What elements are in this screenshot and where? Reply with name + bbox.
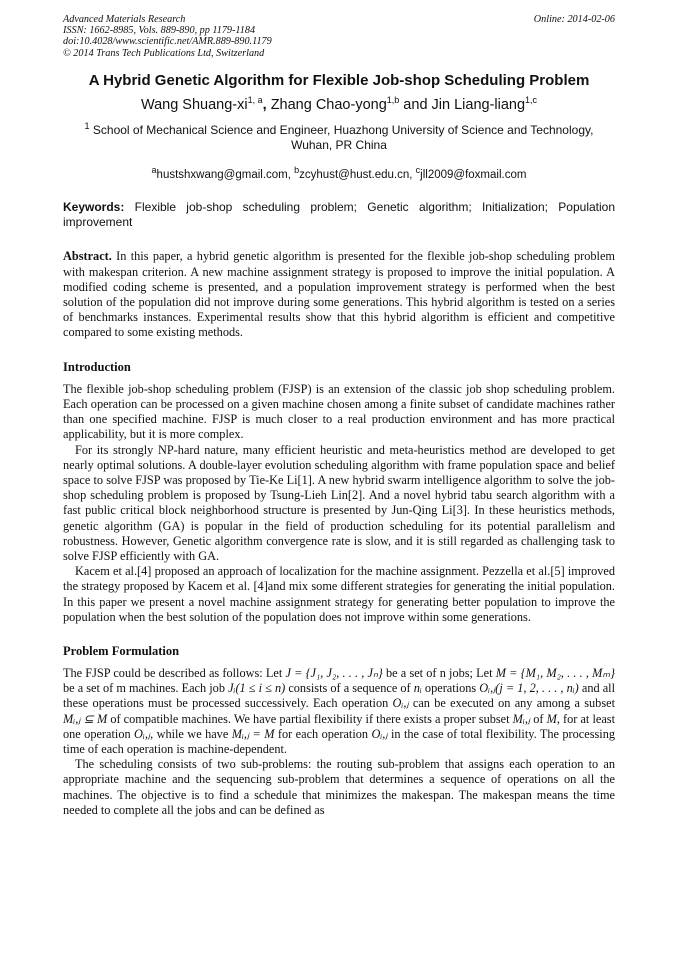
problem-text-7: can be executed on any among a subset [408,696,615,711]
problem-text-8: of compatible machines. We have partial flexibility if there exists a proper subset [107,711,513,726]
problem-text-5: operations [421,681,480,696]
copyright: © 2014 Trans Tech Publications Ltd, Switzerland [63,47,265,59]
online-date: Online: 2014-02-06 [533,14,615,25]
section-heading-introduction: Introduction [63,359,131,374]
email-list [63,163,615,183]
author-3: Jin Liang-liang [431,96,526,113]
introduction-body [63,382,615,625]
affiliation-sup: 1 [84,120,90,131]
math-oij-2: Oᵢ,ⱼ [371,726,388,741]
intro-paragraph-1: The flexible job-shop scheduling problem (FJSP) is an extension of the classic job shop scheduling problem. Each operation can be processed on a given machine chosen among a finite subset of candidate machines rather than one specified machine. FJSP is much closer to a real production environment and has more practical applicability, but it is more complex. [63,381,615,442]
math-machine-set: M = {M₁, M₂, . . . , Mₘ} [495,665,615,680]
author-sep: , [262,96,271,113]
math-ni: nᵢ [413,681,422,696]
problem-body [63,666,615,818]
problem-text-4: consists of a sequence of [285,681,414,696]
math-mij-equals-m: Mᵢ,ⱼ = M [231,726,275,741]
author-3-sup: 1,c [525,94,538,105]
author-2-sup: 1,b [386,94,400,105]
problem-text-1: The FJSP could be described as follows: Let [63,665,286,680]
section-heading-problem-formulation: Problem Formulation [63,643,180,658]
affiliation-line-2: Wuhan, PR China [291,137,387,152]
author-1-sup: 1, a [247,94,263,105]
problem-text-10: , for at least one operation [63,711,615,741]
keywords [63,200,615,230]
email-c: jll2009@foxmail.com [420,168,527,181]
problem-paragraph-2: The scheduling consists of two sub-problems: the routing sub-problem that assigns each operation to an appropriate machine and the sequencing sub-problem that determines a sequence of operations on all the machines. The objective is to find a schedule that minimizes the makespan. The makespan means the time needed to complete all the jobs and can be defined as [63,757,615,817]
math-oij: Oᵢ,ⱼ, [134,726,154,741]
author-1: Wang Shuang-xi [140,96,248,113]
problem-text-2: be a set of n jobs; Let [382,665,496,680]
page [63,14,615,818]
email-b-sup: b [294,164,300,175]
doi: doi:10.4028/www.scientific.net/AMR.889-890.1179 [63,36,272,48]
author-2: Zhang Chao-yong [270,96,387,113]
problem-paragraph-1 [63,666,615,757]
problem-text-9: of [530,711,547,726]
problem-text-3: be a set of m machines. Each job [63,681,229,696]
problem-text-12: for each operation [274,726,372,741]
running-header [63,14,615,59]
author-and: and [399,96,432,113]
math-job-set: J = {J₁, J₂, . . . , Jₙ} [285,665,383,680]
problem-text-6: and all these operations must be processed successively. Each operation [63,681,615,711]
abstract-text: In this paper, a hybrid genetic algorithm is presented for the flexible job-shop scheduling problem with makespan criterion. A new machine assignment strategy is proposed to improve the initial population. A modified coding scheme is presented, and a population improvement strategy is performed when the best solution of the population did not improve during some generations. This hybrid algorithm is tested on a series of benchmarks instances. Experimental results show that this hybrid algorithm is efficient and competitive compared to some existing methods. [63,249,615,340]
math-job-index: Jᵢ(1 ≤ i ≤ n) [228,681,286,696]
intro-paragraph-3: Kacem et al.[4] proposed an approach of localization for the machine assignment. Pezzella et al.[5] improved the strategy proposed by Kacem et al. [4]and mix some different strategies for generating the initial population. In this paper we present a novel machine assignment strategy for generating better population to improve the population when the best solution of the population does not improve within some generations. [63,564,615,624]
email-a: hustshxwang@gmail.com, [156,168,295,181]
email-c-sup: c [415,164,421,175]
email-a-sup: a [151,164,157,175]
issn: ISSN: 1662-8985, Vols. 889-890, pp 1179-1184 [63,25,256,37]
author-list [63,90,615,115]
keywords-label: Keywords: [63,200,125,215]
problem-text-11: while we have [153,726,232,741]
math-mij: Mᵢ,ⱼ [512,711,531,726]
intro-paragraph-2: For its strongly NP-hard nature, many efficient heuristic and meta-heuristics method are developed to get nearly optimal solutions. A double-layer evolution scheduling algorithm with frame population space and belief space to solve FJSP was proposed by Tie-Ke Li[1]. A new hybrid swarm intelligence algorithm to solve the job-shop scheduling problem is proposed by Tsung-Lieh Lin[2]. And a novel hybrid tabu search algorithm with a fast public critical block neighborhood structure is presented by Jun-Qing Li[3]. In these heuristics methods, genetic algorithm (GA) is popular in the field of production scheduling for its potential parallelism and robustness. However, Genetic algorithm convergence rate is slow, and it is still regarded as challenging task to solve FJSP efficiently with GA. [63,442,615,563]
affiliation-line-1: School of Mechanical Science and Engineer, Huazhong University of Science and Technology, [92,122,594,137]
paper-title: A Hybrid Genetic Algorithm for Flexible Job-shop Scheduling Problem [88,71,590,89]
journal-name: Advanced Materials Research [63,14,186,25]
keywords-text: Flexible job-shop scheduling problem; Genetic algorithm; Initialization; Population improvement [63,200,615,230]
problem-text-13: in the case of total flexibility. The processing time of each operation is machine-dependent. [63,726,615,756]
math-m: M [546,711,557,726]
abstract-label: Abstract. [63,249,112,264]
affiliation [63,119,615,153]
math-subset: Mᵢ,ⱼ ⊆ M [63,711,108,726]
abstract [63,249,615,340]
email-b: zcyhust@hust.edu.cn, [299,168,416,181]
math-operation: Oᵢ,ⱼ [392,696,409,711]
math-operations: Oᵢ,ⱼ(j = 1, 2, . . . , nᵢ) [479,681,579,696]
